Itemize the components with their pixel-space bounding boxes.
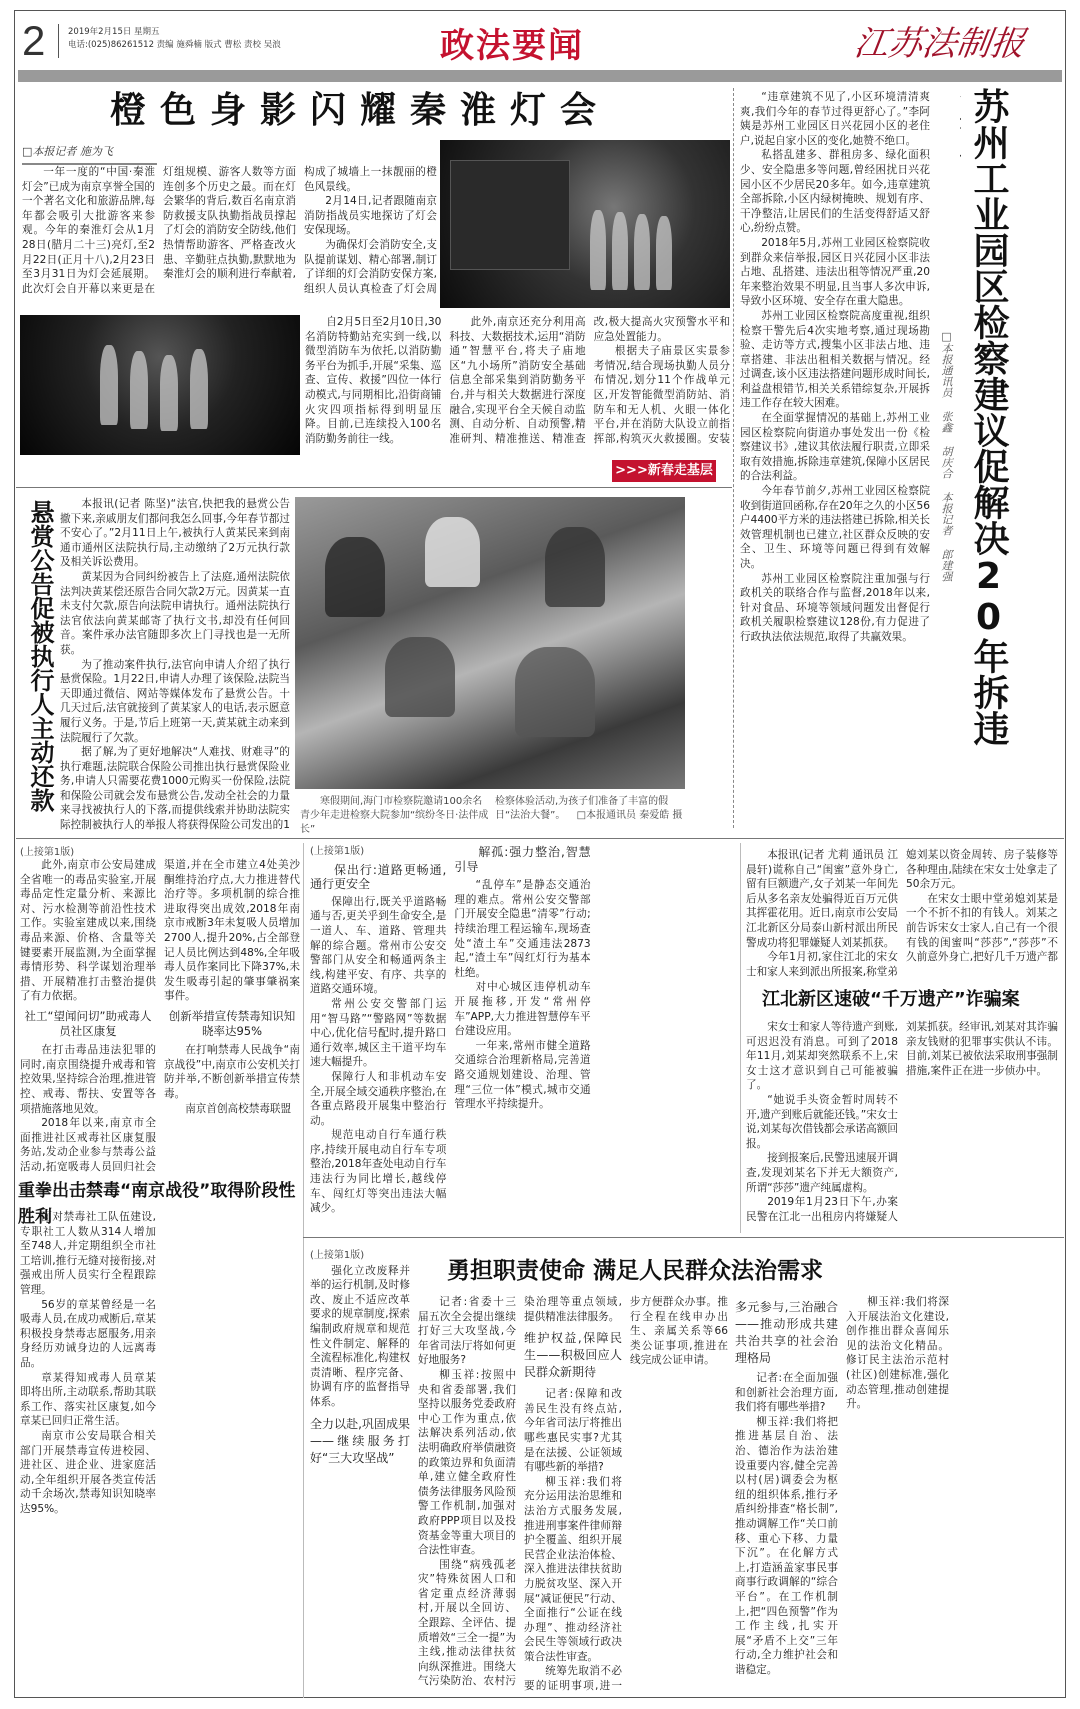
section-tag-new-spring: >>>新春走基层 xyxy=(612,460,716,482)
traffic-paragraphs-2 xyxy=(454,878,590,1112)
suzhou-text xyxy=(740,90,930,830)
paragraph: 一年来,常州市健全道路交通综合治理新格局,完善道路交通规划建设、治理、管理“三位一体”模式,城市交通管理水平持续提升。 xyxy=(454,1039,591,1111)
paragraph: 围绕“病残孤老灾”特殊贫困人口和省定重点经济薄弱村,开展以全回访、全跟踪、全评估、提质增效“三全一提”为主线,推动法律扶贫向纵深推进。围绕大气污染防治、农村污染治理等重点领域,提供精准法律服务。 xyxy=(418,1296,622,1688)
paragraph: 黄某因为合同纠纷被告上了法庭,通州法院依法判决黄某偿还原告合同欠款2万元。因黄某一直未支付欠款,原告向法院申请执行。通州法院执行法官依法向黄某邮寄了执行文书,却没有任何回音。案件承办法官随即多次上门寻找也是一无所获。 xyxy=(60,570,290,656)
column-divider xyxy=(733,88,734,828)
section-title: 政法要闻 xyxy=(440,26,584,66)
paragraph: 私搭乱建多、群租房多、绿化面积少、安全隐患多等问题,曾经困扰日兴花园小区不少居民20多年。如今,违章建筑全部拆除,小区内绿树掩映、规划有序、干净整洁,让居民们的生活变得舒适又舒心,纷纷点赞。 xyxy=(740,149,930,235)
photo-credit: □本报通讯员 秦爱皓 摄 xyxy=(576,810,683,821)
photo-caption-right: 检察体验活动,为孩子们准备了丰富的假日“法治大餐”。 xyxy=(495,796,669,821)
divider xyxy=(303,1237,1064,1238)
paragraph: “乱停车”是静态交通治理的难点。常州公安交警部门开展安全隐患“清零”行动;持续治理工程运输车,现场查处“渣土车”交通违法2873起,“渣土车”闯红灯行为基本杜绝。 xyxy=(454,879,591,979)
paragraph: 宋女士和家人等待遗产到账,可迟迟没有消息。可到了2018年11月,刘某却突然联系不上,宋女士这才意识到自己可能被骗了。 xyxy=(746,1021,898,1092)
paragraph: 苏州工业园区检察院注重加强与行政机关的联络合作与监督,2018年以来,针对食品、环境等领域问题发出督促行政机关履职检察建议128份,有力促进了行政执法依法规范,取得了共赢效果。 xyxy=(740,572,930,643)
paragraph: 统筹先取消不必要的证明事项,进一步方便群众办事。推行全程在线申办出生、亲属关系等66类公证事项,推进在线完成公证申请。 xyxy=(524,1296,728,1693)
paragraph: 今年1月初,家住江北的宋女士和家人来到派出所报案,称堂弟媳刘某以资金周转、房子装修等各种理由,陆续在宋女士处拿走了50余万元。 xyxy=(746,849,1058,978)
photo-caption-left: 寒假期间,海门市检察院邀请100余名青少年走进检察大院参加“缤纷冬日·法伴成长” xyxy=(300,796,489,835)
drug-subhead-2: 创新举措宣传禁毒知识知晓率达95% xyxy=(168,1008,296,1038)
traffic-subhead-2: 解孤:强力整治,智慧引导 xyxy=(454,845,591,874)
paragraph: 南京首创高校禁毒联盟 xyxy=(185,1102,292,1115)
continued-note: (上接第1版) xyxy=(310,1250,365,1261)
paragraph: 章某得知戒毒人员章某即将出所,主动联系,帮助其联系工作、落实社区康复,如今章某已回归正常生活。 xyxy=(20,1371,156,1428)
paragraph: “她说手头资金暂时周转不开,遗产到账后就能还钱。”宋女士说,刘某每次借钱都会承诺高额回报。 xyxy=(746,1093,898,1150)
paragraph: “违章建筑不见了,小区环境清清爽爽,我们今年的春节过得更舒心了。”李阿姨是苏州工业园区日兴花园小区的老住户,说起自家小区的变化,她赞不绝口。 xyxy=(740,91,930,147)
suzhou-byline: □本报通讯员 张鑫 胡庆合 本报记者 郎建强 xyxy=(940,330,953,582)
drug-lower-text xyxy=(20,1210,300,1700)
col1-paragraphs xyxy=(310,1264,410,1410)
paragraph: 据了解,为了更好地解决“人难找、财难寻”的执行难题,法院联合保险公司推出执行悬赏保险业务,申请人只需要花费1000元购买一份保险,法院和保险公司就会发布悬赏公告,发动全社会的力量来寻找被执行人的下落,而提供线索并协助法院实际控制被执行人的举报人将获得保险公司发出的1 xyxy=(60,746,290,832)
divider xyxy=(16,838,1064,839)
header-divider xyxy=(58,24,59,58)
paragraph: 此外,南京还充分利用高科技、大数据技术,运用“消防通”智慧平台,将夫子庙地区“九小场所”消防安全基础信息全部采集到消防勤务平台,并与相关大数据进行深度融合,实现平台全天候自动监测、自动分析、自动预警,精准研判、精准推送、精准查改,极大提高火灾预警水平和应急处置能力。 xyxy=(449,316,730,445)
rule-of-law-right xyxy=(735,1295,1060,1695)
reward-headline: 悬赏公告促被执行人主动还款 xyxy=(26,500,54,812)
paragraph: 根据夫子庙景区实景参考情况,结合现场执勤人员分布情况,划分11个作战单元区,开发智能微型消防站、消防车和无人机、火眼一体化平台,并在消防大队设立前指挥部,构筑灭火救援圈。安装 xyxy=(593,345,730,445)
paragraph: 苏州工业园区检察院高度重视,组织检察干警先后4次实地考察,通过现场勘验、走访等方式,搜集小区非法占地、违章搭建、非法出租相关数据与情况。经过调查,该小区违法搭建问题形成时间长,利益盘根错节,相关关系错综复杂,开展拆违工作存在较大困难。 xyxy=(740,309,930,410)
paragraph: 对中心城区违停机动车开展拖移,开发“常州停车”APP,大力推进智慧停车平台建设应用。 xyxy=(454,981,591,1038)
lantern-text-top xyxy=(22,165,437,310)
jiangbei-headline: 江北新区速破“千万遗产”诈骗案 xyxy=(762,989,1020,1010)
paragraph: 在打击毒品违法犯罪的同时,南京围绕提升戒毒和管控效果,坚持综合治理,推进管控、戒毒、帮扶、安置等各项措施落地见效。 xyxy=(20,1044,156,1115)
lantern-byline: □本报记者 施为飞 xyxy=(22,143,157,165)
suzhou-headline: 苏州工业园区检察建议促解决20年拆违 xyxy=(968,88,1009,746)
divider xyxy=(16,487,732,488)
rule-of-law-subhead-2: 维护权益,保障民生——积极回应人民群众新期待 xyxy=(524,1331,622,1380)
rule-of-law-headline: 勇担职责使命 满足人民群众法治需求 xyxy=(446,1258,823,1284)
paragraph: 今年春节前夕,苏州工业园区检察院收到街道回函称,存在20年之久的小区56户4400平方米的违法搭建已拆除,相关长效管理机制也已建立,社区群众反映的安全、卫生、环境等问题已得到有效解决。 xyxy=(740,485,930,570)
traffic-subhead-1: 保出行:道路更畅通,通行更安全 xyxy=(310,862,447,892)
paragraph: 规范电动自行车通行秩序,持续开展电动自行车专项整治,2018年查处电动自行车违法行为同比增长,越线停车、闯红灯等突出违法大幅减少。 xyxy=(310,1129,447,1215)
traffic-text xyxy=(310,845,735,1230)
photo-caption-right-block xyxy=(495,795,690,823)
paragraph: 记者:省委十三届五次全会提出继续打好三大攻坚战,今年省司法厅将如何更好地服务? xyxy=(418,1296,516,1367)
lantern-headline: 橙色身影闪耀秦淮灯会 xyxy=(110,90,611,131)
paragraph: 记者:保障和改善民生没有终点站,今年省司法厅将推出哪些惠民实事?尤其是在法援、公证领域有哪些新的举措? xyxy=(524,1388,622,1474)
paragraph: 56岁的章某曾经是一名吸毒人员,在成功戒断后,章某积极投身禁毒志愿服务,用亲身经历劝诫身边的人远离毒品。 xyxy=(20,1298,156,1369)
header-meta xyxy=(68,26,281,52)
firefighters-trucks-photo xyxy=(440,140,730,308)
paragraph: 常州公安交警部门运用“智马路”“警路网”等数据中心,优化信号配时,提升路口通行效率,城区主干道平均车速大幅提升。 xyxy=(310,997,447,1069)
paragraph: 2018年5月,苏州工业园区检察院收到群众来信举报,园区日兴花园小区非法占地、乱搭建、违法出租等情况严重,20年来整治效果不明显,且当事人多次申诉,导致小区环境、安全存在重大隐患。 xyxy=(740,236,930,308)
traffic-paragraphs xyxy=(310,895,446,1216)
rule-of-law-col1 xyxy=(310,1249,410,1699)
paragraph: 接到报案后,民警迅速展开调查,发现刘某名下并无大额资产,所谓“莎莎”遗产纯属虚构。 xyxy=(746,1152,898,1194)
paragraph: 为了推动案件执行,法官向申请人介绍了执行悬赏保险。1月22日,申请人办理了该保险,法院当天即通过微信、网站等媒体发布了悬赏公告。十几天过后,法官就接到了黄某家人的电话,表示愿意履行义务。于是,节后上班第一天,黄某就主动来到法院履行了欠款。 xyxy=(60,658,290,744)
divider xyxy=(303,843,304,1698)
continued-note: (上接第1版) xyxy=(20,847,75,858)
date-line: 2019年2月15日 星期五 xyxy=(68,27,160,37)
paragraph: 柳玉祥:我们将把推进基层自治、法治、德治作为法治建设重要内容,健全完善以村(居)调委会为枢纽的组织体系,推行矛盾纠纷排查“格长制”,推动调解工作“关口前移、重心下移、力量下沉”。在化解方式上,打造涵盖家事民事商事行政调解的“综合平台”。在工作机制上,把“四色预警”作为工作主线,扎实开展“矛盾不上交”三年行动,全力维护社会和谐稳定。 xyxy=(735,1415,838,1676)
rule-of-law-article xyxy=(310,1245,1060,1700)
paragraph: 在全面掌握情况的基础上,苏州工业园区检察院向街道办事处发出一份《检察建议书》,建议其依法履行职责,立即采取有效措施,拆除违章建筑,保障小区居民的合法利益。 xyxy=(740,412,930,483)
continued-note: (上接第1版) xyxy=(310,846,365,857)
paragraph: 在打响禁毒人民战争“南京战役”中,南京市公安机关打防并举,不断创新举措宣传禁毒。 xyxy=(164,1044,300,1100)
paragraph: 本报讯(记者 陈坚)“法官,快把我的悬赏公告撤下来,亲戚朋友们都问我怎么回事,今年春节都过不安心了。”2月11日上午,被执行人黄某民来到南通市通州区法院执行局,主动缴纳了2万元执行款及相关诉讼费用。 xyxy=(60,498,290,569)
header-bar xyxy=(18,70,1062,82)
divider xyxy=(740,843,741,1233)
paragraph: 2019年1月23日下午,办案民警在江北一出租房内将嫌疑人刘某抓获。经审讯,刘某对其诈骗亲友钱财的犯罪事实供认不讳。目前,刘某已被依法采取刑事强制措施,案件正在进一步侦办中。 xyxy=(746,1021,1058,1223)
lantern-text-bottom xyxy=(305,315,730,460)
contact-line: 电话:(025)86261512 责编 施舜楠 版式 曹松 责校 吴浪 xyxy=(68,40,281,50)
paragraph: 柳玉祥:按照中央和省委部署,我们坚持以服务党委政府中心工作为重点,依法解决系列活动,依法明确政府举债融资的政策边界和负面清单,建立健全政府性债务法律服务风险预警工作机制,加强对政府PPP项目以及投资基金等重大项目的合法性审查。 xyxy=(418,1368,516,1557)
rule-of-law-subhead-3: 多元参与,三治融合——推动形成共建共治共享的社会治理格局 xyxy=(735,1300,838,1365)
jiangbei-lower-text xyxy=(746,1020,1058,1232)
paragraph: 柳玉祥:我们将深入开展法治文化建设,创作推出群众喜闻乐见的法治文化精品。修订民主法治示范村(社区)创建标准,强化动态管理,推动创建提升。 xyxy=(846,1296,949,1411)
paragraph: 2月14日,记者跟随南京消防指战员实地探访了灯会安保现场。 xyxy=(304,195,437,237)
drug-upper-p3 xyxy=(164,1043,300,1116)
paragraph: 在宋女士眼中堂弟媳刘某是一个不折不扣的有钱人。刘某之前告诉宋女士家人,自己有一个很有钱的闺蜜叫“莎莎”,“莎莎”不久前意外身亡,把好几千万遗产都 xyxy=(906,892,1058,964)
paragraph: 南京市公安局联合相关部门开展禁毒宣传进校园、进社区、进企业、进家庭活动,全年组织开展各类宣传活动千余场次,禁毒知识知晓率达95%。 xyxy=(20,1429,156,1515)
jiangbei-upper-text xyxy=(746,848,1058,988)
paragraph: 此外,南京市公安局建成全省唯一的毒品实验室,开展毒品定性定量分析、来源比对、污水检测等前沿性技术工作。实验室建成以来,围绕毒品来源、价格、含量等关键要素开展监测,为全面掌握毒情形势、科学谋划治理举措、开展精准打击整治提供了有力依据。 xyxy=(20,859,156,1003)
paragraph: 自2月5日至2月10日,30名消防特勤站充实到一线,以微型消防车为依托,以消防勤务平台为抓手,开展“采集、巡查、宣传、救援”四位一体行动模式,与同期相比,沿街商铺火灾四项指标得到明显压降。目前,已连续投入100名消防勤务前往一线。 xyxy=(305,316,442,445)
drug-headline: 重拳出击禁毒“南京战役”取得阶段性胜利 xyxy=(18,1181,296,1227)
paragraph: 面对禁毒社工队伍建设,专职社工人数从314人增加至748人,并定期组织全市社工培训,推行无缝对接衔接,对强戒出所人员实行全程跟踪管理。 xyxy=(20,1211,156,1296)
masthead-logo: 江苏法制报 xyxy=(851,24,1028,64)
rule-of-law-mid xyxy=(418,1295,728,1695)
rule-of-law-subhead-1: 全力以赴,巩固成果——继续服务打好“三大攻坚战” xyxy=(310,1416,410,1465)
paragraph: 记者:在全面加强和创新社会治理方面,我们将有哪些举措? xyxy=(735,1372,838,1414)
paragraph: 为确保灯会消防安全,支队提前谋划、精心部署,制订了详细的灯会消防安保方案,组织人员认真检查了灯会周 xyxy=(304,238,437,295)
drug-upper-p1 xyxy=(20,858,156,1004)
drug-subhead-1: 社工“望闻问切”助戒毒人员社区康复 xyxy=(24,1008,152,1038)
firefighters-lantern-photo xyxy=(20,315,300,455)
paragraph: 保障出行,既关乎道路畅通与否,更关乎到生命安全,是一道人、车、道路、管理共解的综合题。常州市公安交警部门从安全和畅通两条主线,构建平安、有序、共享的道路交通环境。 xyxy=(310,895,447,996)
paragraph: 保障行人和非机动车安全,开展全域交通秩序整治,在各重点路段开展集中整治行动。 xyxy=(310,1070,447,1127)
drug-upper xyxy=(20,843,300,1173)
drug-upper-cols xyxy=(20,858,300,1173)
paragraph: 本报讯(记者 尤莉 通讯员 江晨轩)谎称自己“闺蜜”意外身亡,留有巨额遗产,女子刘某一年间先后从多名亲友处骗得近百万元供其挥霍花用。近日,南京市公安局江北新区分局泰山新村派出所民警成功将犯罪嫌疑人刘某抓获。 xyxy=(746,849,898,949)
reward-text xyxy=(60,497,290,832)
paragraph: 2018年以来,南京市全面推进社区戒毒社区康复服务站,发动企业参与禁毒公益活动,拓宽吸毒人员回归社会渠道,并在全市建立4处美沙酮维持治疗点,大力推进替代治疗等。多项机制的综合推进取得突出成效,2018年南京市戒断3年未复吸人员增加2700人,提升20%,占全部登记人员比例达到48%,全年吸毒人员作案同比下降37%,未发生吸毒引起的肇事肇祸案事件。 xyxy=(20,859,300,1173)
paragraph: 一年一度的“中国·秦淮灯会”已成为南京享誉全国的一个著名文化和旅游品牌,每年都会吸引大批游客来参观。今年的秦淮灯会从1月28日(腊月二十三)亮灯,至2月22日(正月十八),2月23日至3月31日为灯会延展期。此次灯会自开幕以来更是在灯组规模、游客人数等方面连创多个历史之最。而在灯会繁华的背后,数百名南京消防救援支队执勤指战员撑起了灯会的消防安全防线,他们热情帮助游客、严格查改火患、辛勤驻点执勤,默默地为秦淮灯会的顺利进行奉献着,构成了城墙上一抹靓丽的橙色风景线。 xyxy=(22,166,437,295)
paragraph: 柳玉祥:我们将充分运用法治思维和法治方式服务发展,推进刑事案件律师辩护全覆盖、组织开展民营企业法治体检、深入推进法律扶贫助力脱贫攻坚、深入开展“减证便民”行动、全面推行“公证在线办理”、推动经济社会民生等领域行政决策合法性审查。 xyxy=(524,1475,622,1663)
page-number: 2 xyxy=(22,17,46,64)
paragraph: 强化立改废释并举的运行机制,及时修改、废止不适应改革要求的规章制度,探索编制政府规章和规范性文件制定、解释的全流程标准化,构建权责清晰、程序完备、协调有序的监督指导体系。 xyxy=(310,1264,410,1408)
children-activity-photo xyxy=(295,497,685,789)
